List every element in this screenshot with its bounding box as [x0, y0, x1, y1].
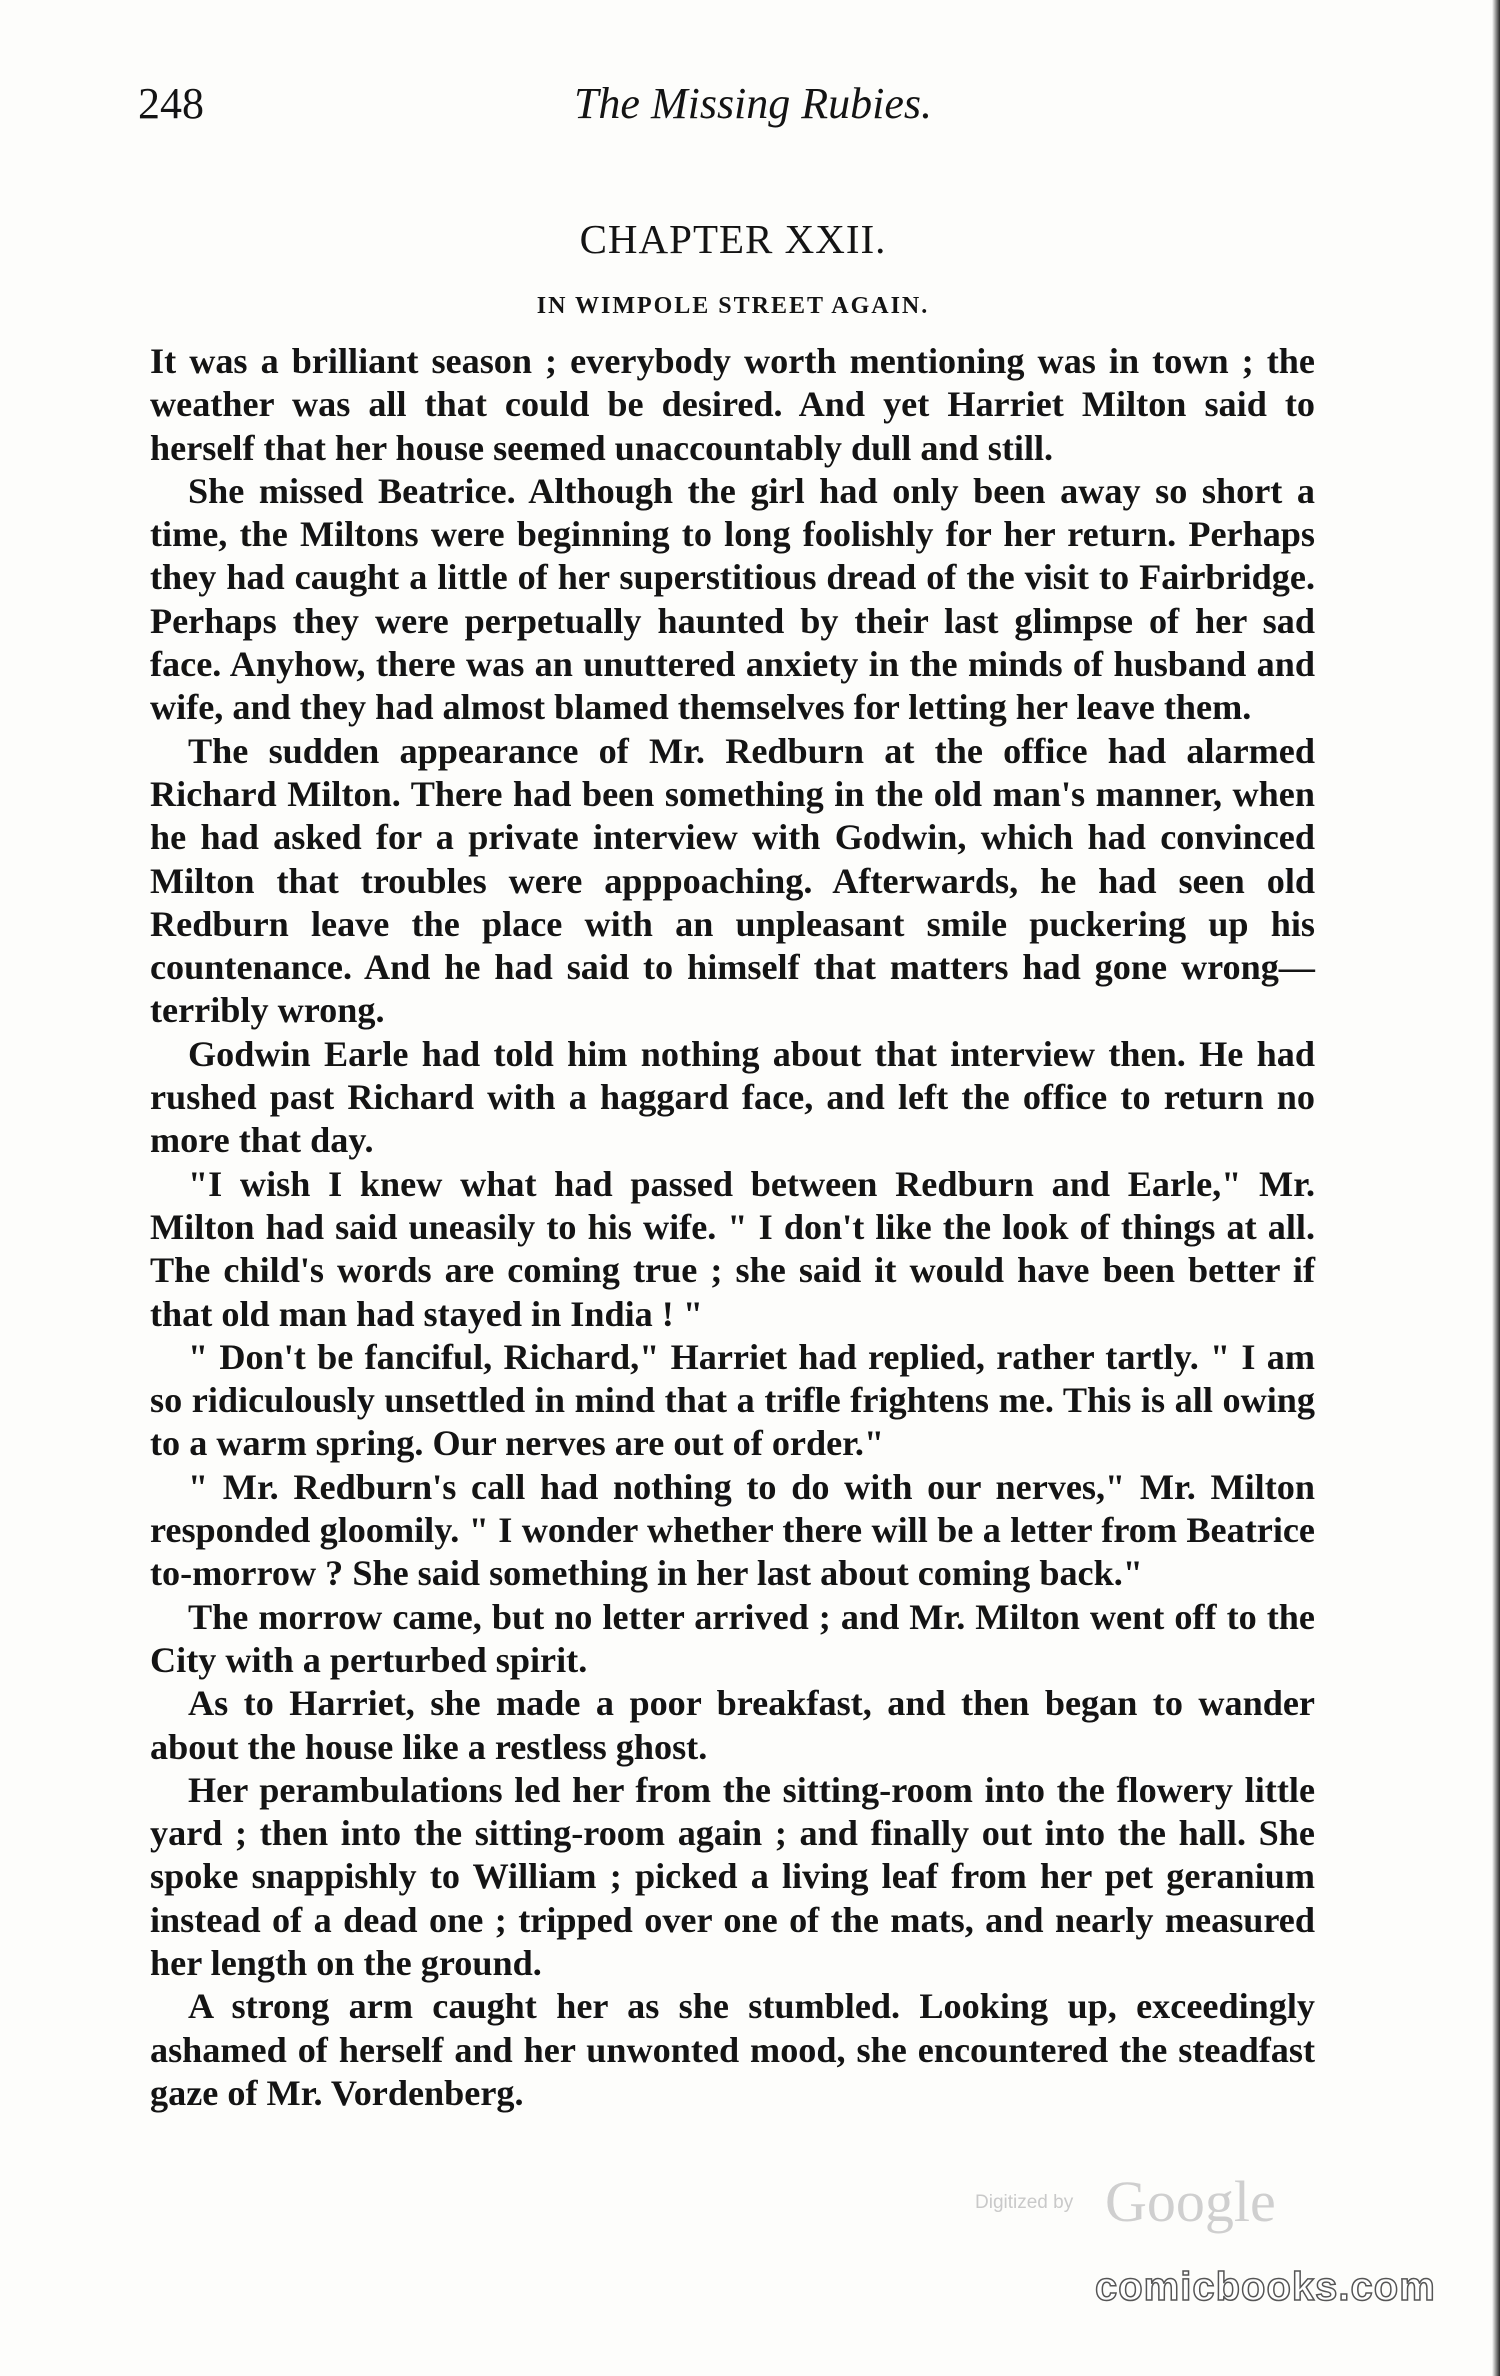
chapter-body — [150, 340, 1315, 2115]
paragraph-5: "I wish I knew what had passed between Redburn and Earle," Mr. Milton had said uneasily to his wife. " I don't like the look of things at all. The child's words are coming true ; she said it would have been better if that old man had stayed in India ! " — [150, 1163, 1315, 1334]
paragraph-9: As to Harriet, she made a poor breakfast, and then began to wander about the house like a restless ghost. — [150, 1683, 1315, 1767]
page-header — [138, 78, 1328, 148]
page-edge-shadow — [1492, 0, 1500, 2376]
digitized-by-text: Digitized by — [975, 2192, 1074, 2213]
chapter-heading: CHAPTER XXII. — [579, 216, 887, 262]
paragraph-8: The morrow came, but no letter arrived ; and Mr. Milton went off to the City with a perturbed spirit. — [150, 1596, 1315, 1680]
page-number: 248 — [138, 79, 204, 128]
paragraph-1: It was a brilliant season ; everybody worth mentioning was in town ; the weather was all that could be desired. And yet Harriet Milton said to herself that her house seemed unaccountably dull and still. — [150, 341, 1315, 468]
paragraph-6: " Don't be fanciful, Richard," Harriet had replied, rather tartly. " I am so ridiculously unsettled in mind that a trifle frightens me. This is all owing to a warm spring. Our nerves are out of order." — [150, 1336, 1315, 1464]
paragraph-10: Her perambulations led her from the sitting-room into the flowery little yard ; then into the sitting-room again ; and finally out into the hall. She spoke snappishly to William ; picked a living leaf from her pet geranium instead of a dead one ; tripped over one of the mats, and nearly measured her length on the ground. — [150, 1769, 1315, 1983]
paragraph-4: Godwin Earle had told him nothing about that interview then. He had rushed past Richard with a haggard face, and left the office to return no more that day. — [150, 1033, 1315, 1161]
site-watermark: comicbooks.com — [1095, 2265, 1436, 2309]
paragraph-2: She missed Beatrice. Although the girl had only been away so short a time, the Miltons were beginning to long foolishly for her return. Perhaps they had caught a little of her superstitious dread of the visit to Fairbridge. Perhaps they were perpetually haunted by their last glimpse of her sad face. Anyhow, there was an unuttered anxiety in the minds of husband and wife, and they had almost blamed themselves for letting her leave them. — [150, 470, 1315, 728]
paragraph-11: A strong arm caught her as she stumbled. Looking up, exceedingly ashamed of herself and her unwonted mood, she encountered the steadfast gaze of Mr. Vordenberg. — [150, 1986, 1315, 2113]
paragraph-7: " Mr. Redburn's call had nothing to do with our nerves," Mr. Milton responded gloomily. " I wonder whether there will be a letter from Beatrice to-morrow ? She said something in her last about coming back." — [150, 1466, 1315, 1594]
chapter-subtitle: IN WIMPOLE STREET AGAIN. — [536, 293, 930, 319]
paragraph-3: The sudden appearance of Mr. Redburn at the office had alarmed Richard Milton. There had been something in the old man's manner, when he had asked for a private interview with Godwin, which had convinced Milton that troubles were apppoaching. Afterwards, he had seen old Redburn leave the place with an unpleasant smile puckering up his countenance. And he had said to himself that matters had gone wrong—terribly wrong. — [150, 730, 1315, 1031]
google-logo: Google — [1105, 2169, 1276, 2234]
running-title: The Missing Rubies. — [573, 79, 933, 128]
